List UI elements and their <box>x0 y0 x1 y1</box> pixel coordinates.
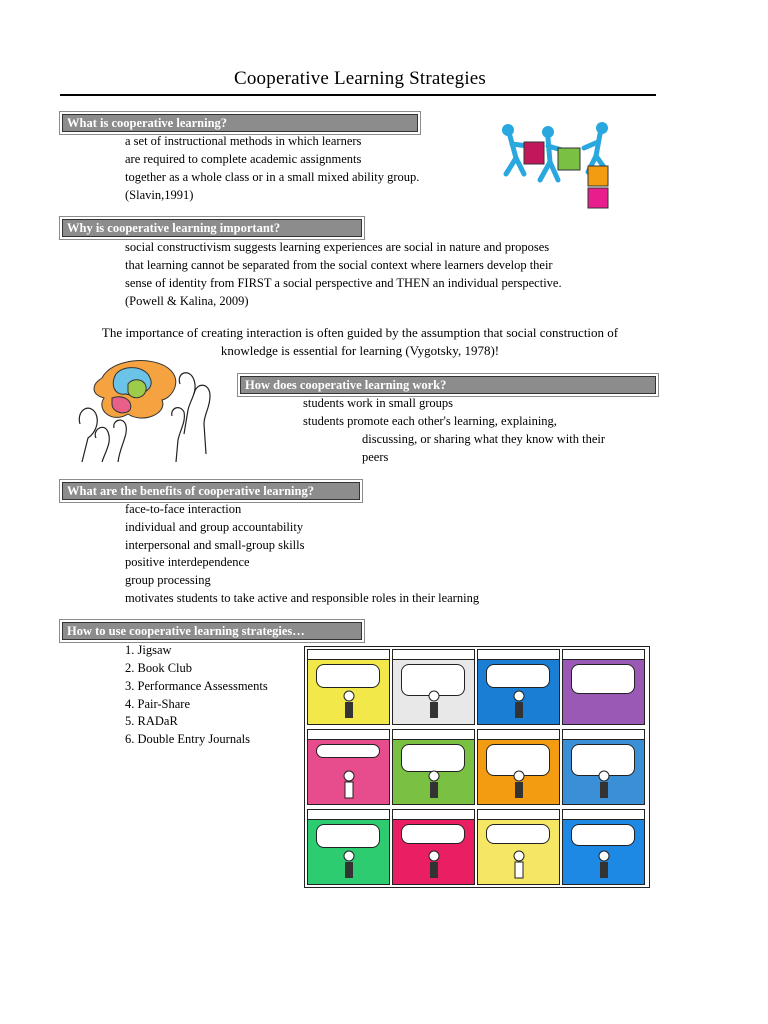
vygotsky-quote-line-2: knowledge is essential for learning (Vygotsky, 1978)! <box>220 343 500 358</box>
how-work-line-4: peers <box>362 450 389 464</box>
how-work-line-3: discussing, or sharing what they know with their <box>362 432 606 446</box>
how-work-line-1: students work in small groups <box>303 396 453 410</box>
strategy-item: 4. Pair-Share <box>125 697 191 711</box>
why-citation: (Powell & Kalina, 2009) <box>125 294 249 308</box>
heading-why-important: Why is cooperative learning important? <box>62 219 362 237</box>
benefit-item: group processing <box>125 573 211 587</box>
puzzle-people-illustration <box>494 118 620 214</box>
comic-panel <box>477 809 560 885</box>
heading-how-work: How does cooperative learning work? <box>240 376 656 394</box>
comic-panel <box>307 649 390 725</box>
what-citation: (Slavin,1991) <box>125 188 194 202</box>
benefit-item: motivates students to take active and responsible roles in their learning <box>125 591 480 605</box>
comic-panel <box>562 809 645 885</box>
title-rule <box>60 94 656 96</box>
comic-panel <box>562 649 645 725</box>
benefit-item: individual and group accountability <box>125 520 304 534</box>
comic-panel <box>477 729 560 805</box>
why-line-1: social constructivism suggests learning experiences are social in nature and proposes <box>125 240 550 254</box>
strategy-item: 2. Book Club <box>125 661 193 675</box>
page-title: Cooperative Learning Strategies <box>233 68 487 89</box>
what-line-3: together as a whole class or in a small mixed ability group. <box>125 170 420 184</box>
comic-panel <box>477 649 560 725</box>
comic-panel <box>392 649 475 725</box>
comic-strip-illustration <box>304 646 650 888</box>
what-line-1: a set of instructional methods in which learners <box>125 134 362 148</box>
strategy-item: 3. Performance Assessments <box>125 679 268 693</box>
strategy-item: 5. RADaR <box>125 714 178 728</box>
how-work-line-2: students promote each other's learning, explaining, <box>303 414 557 428</box>
benefit-item: interpersonal and small-group skills <box>125 538 305 552</box>
comic-panel <box>562 729 645 805</box>
heading-how-to-use: How to use cooperative learning strategies… <box>62 622 362 640</box>
why-line-3: sense of identity from FIRST a social perspective and THEN an individual perspective. <box>125 276 562 290</box>
comic-panel <box>392 809 475 885</box>
heading-benefits: What are the benefits of cooperative learning? <box>62 482 360 500</box>
strategy-item: 6. Double Entry Journals <box>125 732 250 746</box>
group-discussion-illustration <box>72 354 222 464</box>
vygotsky-quote-line-1: The importance of creating interaction is often guided by the assumption that social construction of <box>101 325 619 340</box>
comic-panel <box>307 729 390 805</box>
strategy-item: 1. Jigsaw <box>125 643 172 657</box>
comic-panel <box>307 809 390 885</box>
heading-what-is: What is cooperative learning? <box>62 114 418 132</box>
what-line-2: are required to complete academic assignments <box>125 152 362 166</box>
benefit-item: face-to-face interaction <box>125 502 242 516</box>
why-line-2: that learning cannot be separated from the social context where learners develop their <box>125 258 553 272</box>
benefit-item: positive interdependence <box>125 555 250 569</box>
comic-panel <box>392 729 475 805</box>
